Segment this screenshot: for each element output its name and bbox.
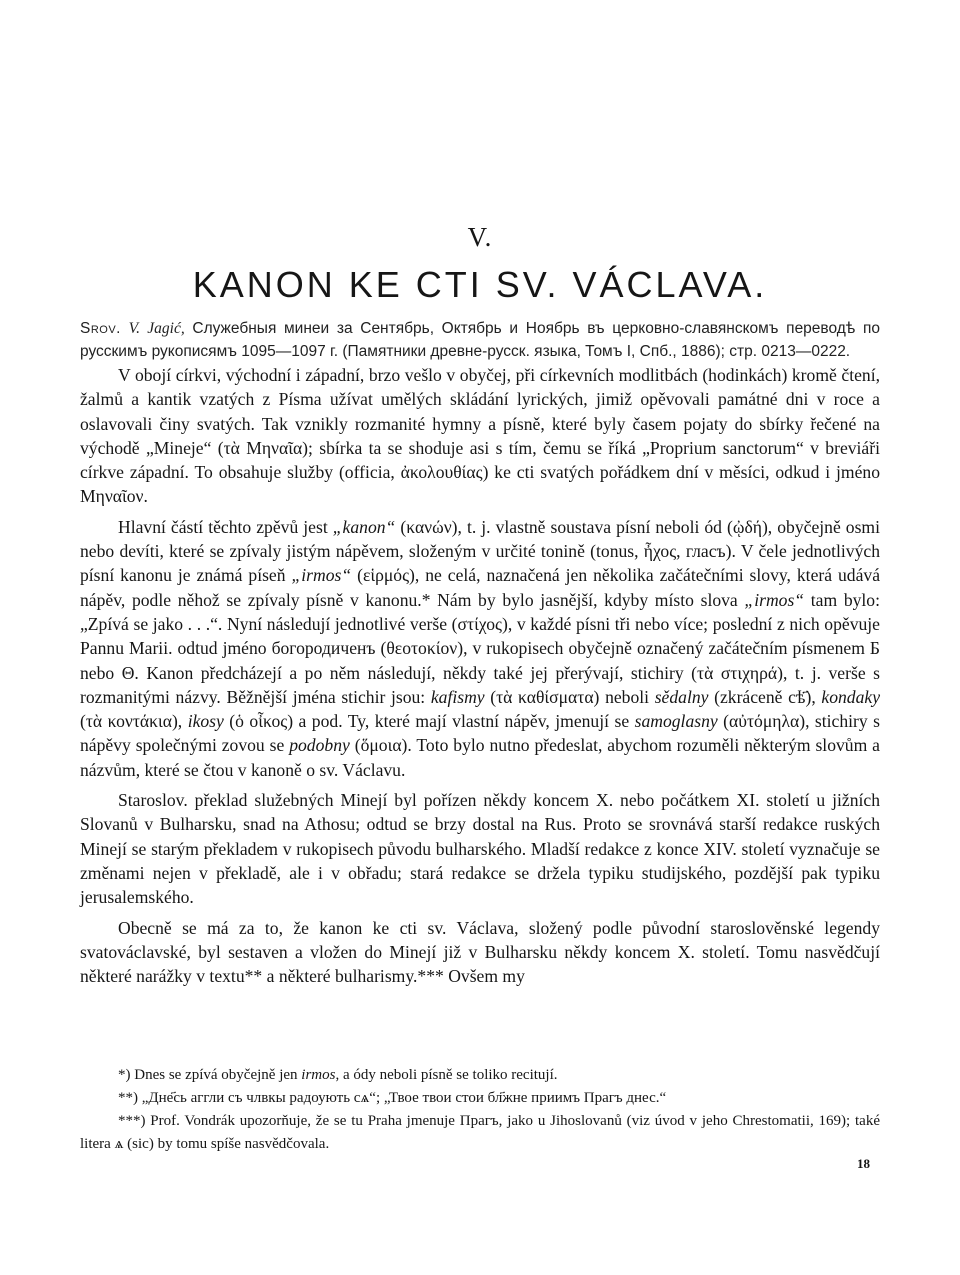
term-podobny: podobny — [289, 735, 350, 756]
footnote-3: ***) Prof. Vondrák upozorňuje, že se tu Praha jmenuje Прагъ, jako u Jihoslovanů (viz úvod v jeho Chrestomatii, 169); také litera ѧ (sic) by tomu spíše nasvědčovala. — [80, 1113, 880, 1152]
paragraph-3: Staroslov. překlad služebných Minejí byl pořízen někdy koncem X. nebo počátkem XI. století u jižních Slovanů v Bulharsku, snad na Athosu; odtud se brzy dostal na Rus. Proto se srovnává starší redakce ruských Minejí se starým překladem v rukopisech původu bulharského. Mladší redakce z konce XIV. století vyznačuje se změnami nejen v překladě, ale i v obřadu; stará redakce se držela typiku studijského, pozdější pak typiku jerusalemského. — [80, 790, 880, 908]
term-kafismy: kafismy — [430, 686, 485, 707]
term-sedalny: sědalny — [654, 686, 709, 707]
paragraph-1: V obojí církvi, východní i západní, brzo vešlo v obyčej, při církevních modlitbách (hodinkách) kromě čtení, žalmů a kantik vzatých z Písma užívat umělých skládání lyrických, jimiž opěvovali památné dni v roce a oslavovali činy svatých. Tak vznikly rozmanité hymny a písně, které byly časem pojaty do sbírky řečené na východě „Mineje“ (τὰ Μηναῖα); sbírka ta se shoduje asi s tím, čemu se říká „Proprium sanctorum“ v breviáři církve západní. To obsahuje služby (officia, ἀκολουθίας) ke cti svatých pořádkem dní v měsíci, odkud i jméno Μηναῖον. — [80, 365, 880, 507]
term-kondaky: kondaky — [821, 686, 881, 707]
document-page — [80, 0, 880, 1275]
term-samoglasny: samoglasny — [634, 711, 718, 732]
body-text — [80, 363, 880, 988]
term-irmos: „irmos“ — [744, 589, 805, 610]
reference-author: V. Jagić, — [128, 320, 185, 337]
term-kanon: „kanon“ — [332, 516, 396, 537]
paragraph-4: Obecně se má za to, že kanon ke cti sv. Václava, složený podle původní staroslověnské legendy svatováclavské, byl sestaven a vložen do Minejí již v Bulharsku někdy koncem X. století. Tomu nasvědčují některé narážky v textu** a některé bulharismy.*** Ovšem my — [80, 917, 880, 987]
reference-prefix: Srov. — [80, 320, 121, 337]
page-number: 18 — [857, 1156, 870, 1171]
bibliographic-reference — [80, 317, 880, 363]
term-irmos: „irmos“ — [291, 565, 352, 586]
reference-text: Служебныя минеи за Сентябрь, Октябрь и Ноябрь въ церковно-славянскомъ переводѣ по русскимъ рукописямъ 1095—1097 г. (Памятники древне-русск. языка, Томъ I, Спб., 1886); стр. 0213—0222. — [80, 320, 880, 360]
section-number: V. — [467, 222, 493, 252]
footnote-1: *) Dnes se zpívá obyčejně jen irmos, a ódy neboli písně se toliko recitují. — [118, 1067, 558, 1083]
paragraph-2: Hlavní částí těchto zpěvů jest „kanon“ (κανών), t. j. vlastně soustava písní neboli ód (ᾠδή), obyčejně osmi nebo devíti, které se zpívaly jistým nápěvem, složeným v určité tonině (tonus, ἦχος, гласъ). V čele jednotlivých písní kanonu je známá píseň „irmos“ (εἱρμός), ne celá, naznačená jen několika začátečními slovy, která udává nápěv, podle něhož se zpívaly písně v kanonu.* Nám by bylo jasnější, kdyby místo slova „irmos“ tam bylo: „Zpívá se jako . . .“. Nyní následují jednotlivé verše (στίχος), v každé písni tři nebo více; poslední z nich opěvuje Pannu Marii. odtud jméno богородиченъ (θεοτοκίον), v rukopisech obyčejně označený začátečním písmenem Б nebo Θ. Kanon předcházejí a po něm následují, někdy také jej přerývají, stichiry (τὰ στιχηρά), t. j. verše s rozmanitými názvy. Běžnější jména stichir jsou: kafismy (τὰ καθίσματα) neboli sědalny (zkráceně сѣ҃), kondaky (τὰ κοντάκια), ikosy (ὁ οἶκος) a pod. Ty, které mají vlastní nápěv, jmenují se samoglasny (αὐτόμηλα), stichiry s nápěvy společnými zovou se podobny (ὅμοια). Toto bylo nutno předeslat, abychom rozuměli některým slovům a názvům, které se čtou v kanoně o sv. Václavu. — [80, 516, 881, 780]
page-title: KANON KE CTI SV. VÁCLAVA. — [192, 264, 768, 305]
footnote-2: **) „Дне҃сь аггли съ члвкы радоують сѧ“; „Твое твои стои бл҃жне приимъ Прагъ днес.“ — [118, 1090, 667, 1106]
term-ikosy: ikosy — [187, 711, 224, 732]
footnotes — [80, 1064, 880, 1156]
